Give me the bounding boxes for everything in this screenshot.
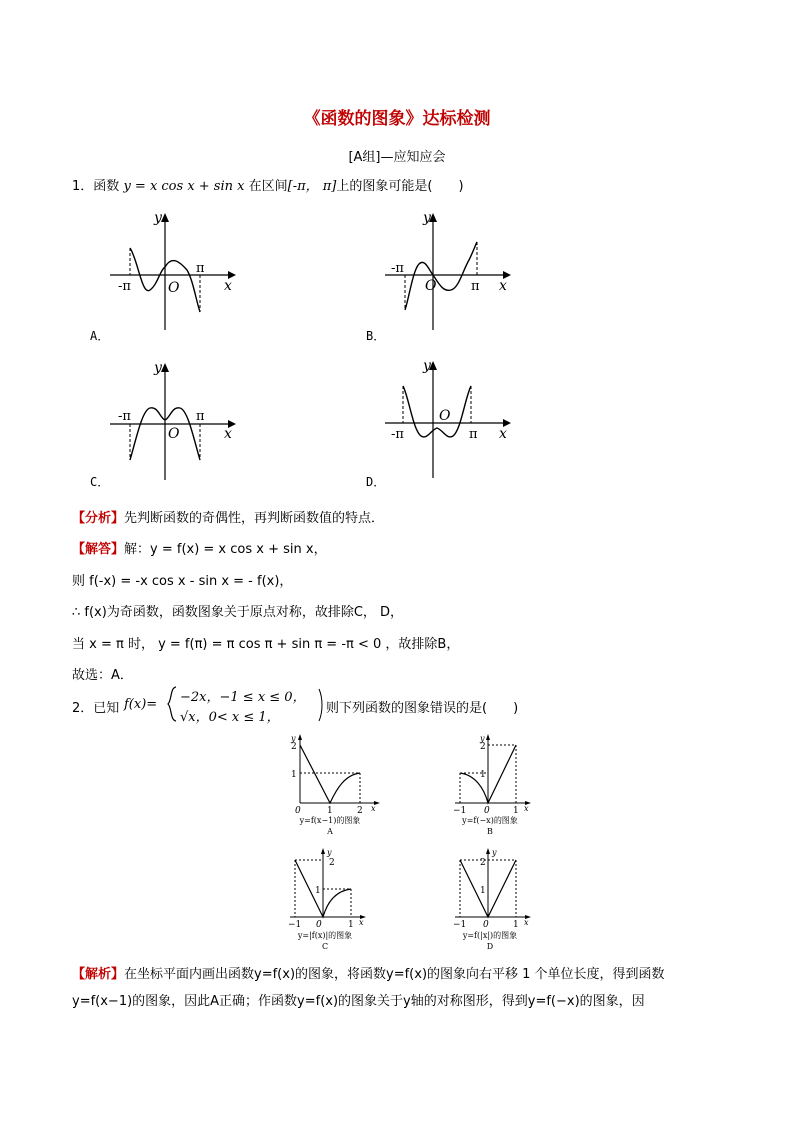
x-label: x: [224, 278, 232, 294]
answer-tag: 【解答】: [72, 542, 125, 557]
pi-label: π: [469, 427, 478, 442]
page-title: 《函数的图象》达标检测: [303, 109, 491, 129]
tick-y-1: 1: [480, 770, 486, 780]
graph-caption: y=f(x−1)的图象: [299, 816, 361, 825]
section-subtitle: [A组]—应知应会: [348, 150, 446, 165]
tick-y-1: 1: [315, 886, 321, 896]
graph-caption: y=f(−x)的图象: [462, 816, 518, 825]
left-brace-icon: [166, 686, 178, 722]
option-b-graph: [385, 210, 515, 335]
tick-x-neg1: −1: [453, 806, 467, 816]
tick-x-1: 1: [513, 806, 519, 816]
answer-text: 解：y = f(x) = x cos x + sin x，: [124, 542, 327, 557]
y-axis-arrow-icon: [486, 734, 490, 740]
option-d-graph: [385, 358, 515, 483]
explanation-tag: 【解析】: [72, 967, 125, 982]
y-label: y: [492, 848, 497, 857]
tick-y-1: 1: [480, 886, 486, 896]
pi-label: π: [471, 279, 480, 294]
neg-pi-label: -π: [391, 261, 404, 276]
x-label: x: [499, 278, 507, 294]
fx-label: f(x)=: [124, 697, 158, 712]
graph-a: [285, 733, 385, 848]
question-2-start: [72, 697, 119, 716]
graph-caption: y=f(|x|)的图象: [462, 931, 518, 940]
piece-2: √x，0< x ≤ 1，: [180, 710, 280, 725]
answer-line-4: 当 x = π 时， y = f(π) = π cos π + sin π = -π < 0 ，故排除B，: [72, 637, 460, 652]
tick-y-2: 2: [480, 858, 486, 868]
graph-d: [450, 845, 550, 960]
neg-pi-label: -π: [118, 279, 131, 294]
question-text: 上的图象可能是( ): [336, 179, 464, 194]
function-curve: [403, 386, 471, 437]
tick-y-2: 2: [480, 742, 486, 752]
y-axis-arrow-icon: [161, 213, 169, 222]
option-c-graph: [110, 360, 240, 485]
origin-label: O: [168, 280, 180, 296]
tick-y-1: 1: [291, 770, 297, 780]
analysis-line: [72, 507, 384, 526]
graph-letter: C: [321, 942, 329, 951]
function-curve: [405, 242, 477, 310]
y-label: y: [423, 358, 431, 374]
neg-pi-label: -π: [118, 409, 131, 424]
question-number: 1．: [72, 179, 94, 194]
graph-caption: y=|f(x)|的图象: [297, 931, 353, 940]
graph-letter: B: [487, 827, 493, 836]
explanation-text: 在坐标平面内画出函数y=f(x)的图象，将函数y=f(x)的图象向右平移 1 个单位长度，得到函数: [124, 967, 665, 982]
right-paren-icon: [318, 688, 324, 722]
y-label: y: [480, 734, 485, 743]
option-a-graph: [110, 210, 240, 335]
graph-letter: D: [486, 942, 494, 951]
tick-x-0: 0: [483, 920, 489, 930]
tick-x-0: 0: [295, 806, 301, 816]
x-label: x: [359, 918, 364, 927]
graph-c: [285, 845, 385, 960]
tick-x-1: 1: [327, 806, 333, 816]
function-curve: [300, 745, 360, 803]
y-label: y: [291, 734, 296, 743]
y-axis-arrow-icon: [298, 734, 302, 740]
tick-y-2: 2: [291, 742, 297, 752]
graph-b: [450, 733, 550, 848]
y-axis-arrow-icon: [321, 848, 325, 854]
tick-x-neg1: −1: [453, 920, 467, 930]
y-label: y: [154, 210, 162, 226]
explanation-line-1: [72, 963, 665, 982]
x-label: x: [499, 426, 507, 442]
answer-line-3: ∴ f(x)为奇函数，函数图象关于原点对称，故排除C， D，: [72, 605, 404, 620]
tick-x-2: 2: [357, 806, 363, 816]
x-label: x: [371, 804, 376, 813]
analysis-tag: 【分析】: [72, 511, 125, 526]
y-label: y: [423, 210, 431, 226]
question-number: 2．: [72, 701, 94, 716]
y-label: y: [154, 360, 162, 376]
x-label: x: [524, 804, 529, 813]
y-axis-arrow-icon: [486, 848, 490, 854]
option-a-label: A．: [90, 329, 110, 343]
explanation-line-2: y=f(x−1)的图象，因此A正确；作函数y=f(x)的图象关于y轴的对称图形，得到y=f(−x)的图象，因: [72, 994, 645, 1009]
y-axis-arrow-icon: [161, 363, 169, 372]
tick-x-0: 0: [484, 806, 490, 816]
y-label: y: [327, 848, 332, 857]
neg-pi-label: -π: [391, 427, 404, 442]
tick-x-neg1: −1: [288, 920, 302, 930]
option-b-label: B．: [366, 329, 386, 343]
question-text: 函数: [93, 179, 120, 194]
answer-line-2: 则 f(-x) = -x cos x - sin x = - f(x)，: [72, 574, 293, 589]
tick-x-1: 1: [513, 920, 519, 930]
option-c-label: C．: [90, 475, 110, 489]
analysis-text: 先判断函数的奇偶性，再判断函数值的特点．: [124, 511, 385, 526]
function-expression: y = x cos x + sin x: [123, 179, 245, 194]
option-d-label: D．: [366, 475, 386, 489]
x-label: x: [224, 426, 232, 442]
question-text: 则下列函数的图象错误的是( ): [326, 701, 519, 716]
question-text: 在区间: [248, 179, 288, 194]
origin-label: O: [439, 408, 451, 424]
answer-line-1: [72, 538, 327, 557]
piece-1: −2x，−1 ≤ x ≤ 0，: [180, 690, 306, 705]
question-text: 已知: [93, 701, 120, 716]
interval-expression: [-π， π]: [287, 179, 337, 194]
pi-label: π: [196, 409, 205, 424]
tick-x-0: 0: [316, 920, 322, 930]
origin-label: O: [168, 426, 180, 442]
question-1: [72, 175, 464, 194]
graph-letter: A: [327, 827, 333, 836]
origin-label: O: [425, 278, 437, 294]
tick-x-1: 1: [348, 920, 354, 930]
answer-line-5: 故选：A．: [72, 668, 133, 683]
x-label: x: [524, 918, 529, 927]
pi-label: π: [196, 261, 205, 276]
tick-y-2: 2: [329, 858, 335, 868]
